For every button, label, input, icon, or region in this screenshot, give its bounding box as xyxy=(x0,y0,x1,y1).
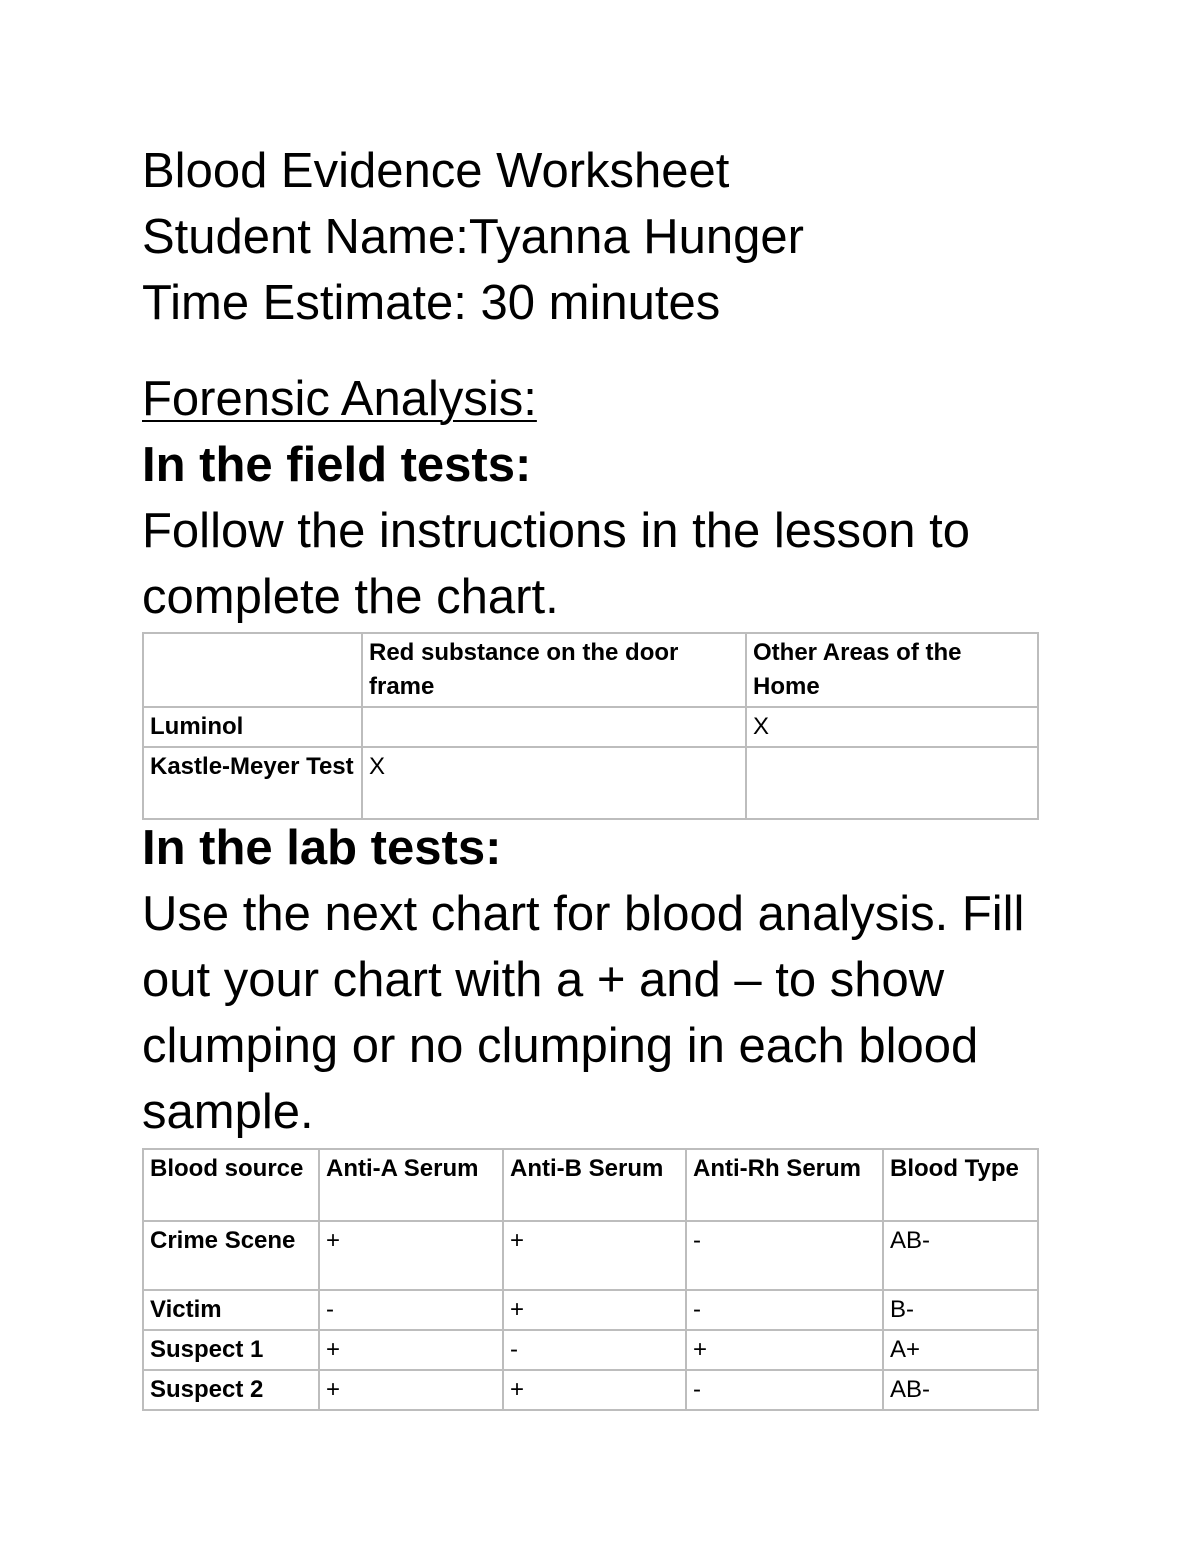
table-row xyxy=(143,1330,1038,1370)
lab-header-anti-a: Anti-A Serum xyxy=(319,1149,503,1221)
lab-instructions-line-2: out your chart with a + and – to show xyxy=(142,953,945,1007)
lab-instructions-line-3: clumping or no clumping in each blood xyxy=(142,1019,979,1073)
student-name-line: Student Name:Tyanna Hunger xyxy=(142,210,804,264)
lab-header-blood-source: Blood source xyxy=(143,1149,319,1221)
lab-tests-heading: In the lab tests: xyxy=(142,821,502,875)
lab-instructions-line-1: Use the next chart for blood analysis. Fill xyxy=(142,887,1025,941)
luminol-other-areas-cell: X xyxy=(746,707,1038,747)
field-instructions-line-1: Follow the instructions in the lesson to xyxy=(142,504,970,558)
table-row xyxy=(143,747,1038,819)
field-header-other-areas: Other Areas of the Home xyxy=(746,633,1038,707)
lab-tests-table xyxy=(142,1148,1039,1411)
source-suspect-1: Suspect 1 xyxy=(143,1330,319,1370)
lab-table-header-row xyxy=(143,1149,1038,1221)
victim-blood-type: B- xyxy=(883,1290,1038,1330)
field-tests-heading: In the field tests: xyxy=(142,438,532,492)
victim-anti-rh: - xyxy=(686,1290,883,1330)
suspect-1-anti-b: - xyxy=(503,1330,686,1370)
luminol-door-frame-cell xyxy=(362,707,746,747)
suspect-2-anti-a: + xyxy=(319,1370,503,1410)
section-title: Forensic Analysis: xyxy=(142,372,537,426)
suspect-2-anti-b: + xyxy=(503,1370,686,1410)
field-instructions-line-2: complete the chart. xyxy=(142,570,559,624)
suspect-1-blood-type: A+ xyxy=(883,1330,1038,1370)
victim-anti-a: - xyxy=(319,1290,503,1330)
field-header-blank xyxy=(143,633,362,707)
field-tests-table xyxy=(142,632,1039,820)
table-row xyxy=(143,1221,1038,1290)
time-estimate-line: Time Estimate: 30 minutes xyxy=(142,276,721,330)
source-suspect-2: Suspect 2 xyxy=(143,1370,319,1410)
lab-header-anti-b: Anti-B Serum xyxy=(503,1149,686,1221)
kastle-meyer-other-areas-cell xyxy=(746,747,1038,819)
field-table-header-row xyxy=(143,633,1038,707)
crime-scene-anti-b: + xyxy=(503,1221,686,1290)
suspect-2-anti-rh: - xyxy=(686,1370,883,1410)
victim-anti-b: + xyxy=(503,1290,686,1330)
row-label-luminol: Luminol xyxy=(143,707,362,747)
suspect-1-anti-a: + xyxy=(319,1330,503,1370)
crime-scene-anti-a: + xyxy=(319,1221,503,1290)
table-row xyxy=(143,1370,1038,1410)
suspect-2-blood-type: AB- xyxy=(883,1370,1038,1410)
crime-scene-anti-rh: - xyxy=(686,1221,883,1290)
crime-scene-blood-type: AB- xyxy=(883,1221,1038,1290)
source-victim: Victim xyxy=(143,1290,319,1330)
lab-header-blood-type: Blood Type xyxy=(883,1149,1038,1221)
table-row xyxy=(143,1290,1038,1330)
field-header-door-frame: Red substance on the door frame xyxy=(362,633,746,707)
kastle-meyer-door-frame-cell: X xyxy=(362,747,746,819)
lab-header-anti-rh: Anti-Rh Serum xyxy=(686,1149,883,1221)
row-label-kastle-meyer: Kastle-Meyer Test xyxy=(143,747,362,819)
source-crime-scene: Crime Scene xyxy=(143,1221,319,1290)
lab-instructions-line-4: sample. xyxy=(142,1085,314,1139)
suspect-1-anti-rh: + xyxy=(686,1330,883,1370)
worksheet-title: Blood Evidence Worksheet xyxy=(142,144,730,198)
table-row xyxy=(143,707,1038,747)
